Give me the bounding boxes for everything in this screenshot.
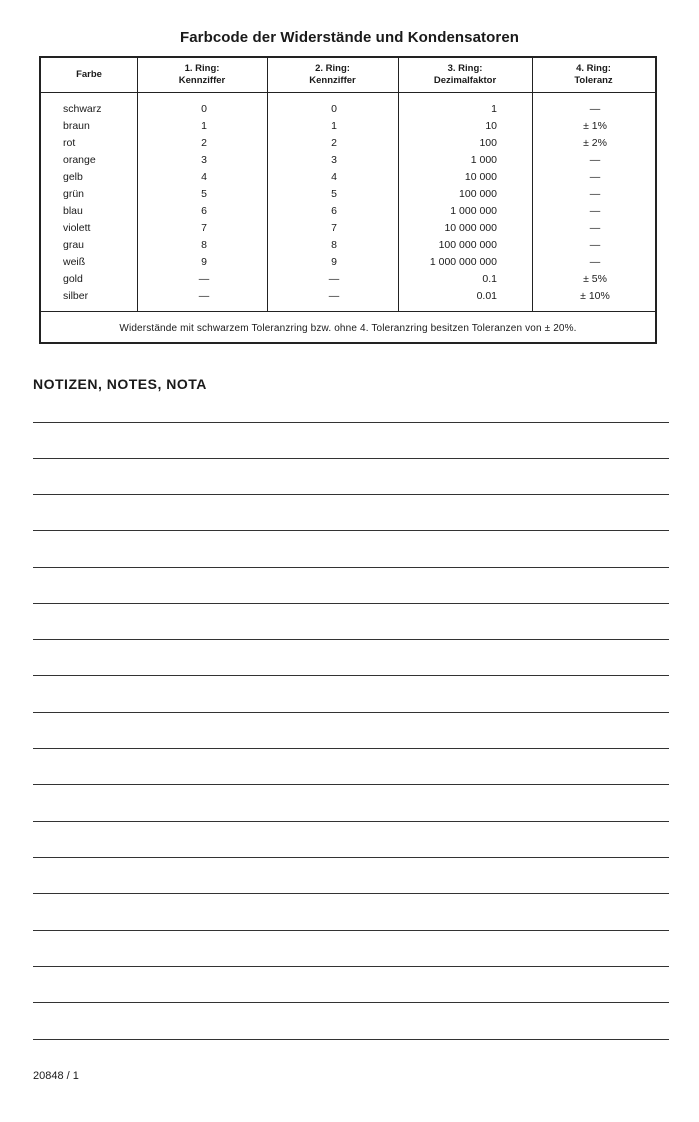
cell-farbe: rot (63, 137, 76, 149)
cell-ring3: 10 000 (464, 171, 497, 183)
cell-ring2: 2 (331, 137, 337, 149)
cell-ring3: 100 000 (459, 188, 497, 200)
cell-ring2: 1 (331, 120, 337, 132)
cell-ring2: 9 (331, 256, 337, 268)
header-ring4-line2: Toleranz (574, 75, 613, 86)
cell-ring2: — (328, 290, 340, 302)
cell-ring3: 100 (479, 137, 497, 149)
note-line (33, 966, 669, 967)
cell-ring3: 0.1 (482, 273, 497, 285)
page-title: Farbcode der Widerstände und Kondensatoren (179, 29, 520, 46)
color-code-table (39, 56, 657, 344)
note-line (33, 1039, 669, 1040)
cell-ring4: — (589, 222, 601, 234)
cell-ring4: ± 5% (583, 273, 607, 285)
table-row (41, 203, 655, 220)
cell-ring3: 1 000 000 000 (429, 256, 497, 268)
header-ring4 (532, 58, 655, 92)
cell-ring4: — (589, 205, 601, 217)
note-line (33, 930, 669, 931)
header-ring2-line1: 2. Ring: (315, 63, 350, 74)
header-ring2-line2: Kennziffer (309, 75, 356, 86)
table-row (41, 220, 655, 237)
cell-ring2: 4 (331, 171, 337, 183)
note-line (33, 1002, 669, 1003)
cell-ring2: 5 (331, 188, 337, 200)
cell-ring3: 100 000 000 (438, 239, 497, 251)
cell-ring2: — (328, 273, 340, 285)
note-line (33, 675, 669, 676)
table-row (41, 135, 655, 152)
footer-divider (41, 311, 655, 312)
cell-ring1: 9 (201, 256, 207, 268)
note-line (33, 893, 669, 894)
header-ring1-line2: Kennziffer (178, 75, 226, 86)
document-number: 20848 / 1 (33, 1070, 79, 1082)
cell-ring3: 1 (491, 103, 497, 115)
cell-ring4: — (589, 188, 601, 200)
table-row (41, 152, 655, 169)
cell-ring1: 2 (201, 137, 207, 149)
note-line (33, 748, 669, 749)
cell-ring1: 1 (201, 120, 207, 132)
header-farbe (41, 58, 137, 92)
cell-ring3: 1 000 (470, 154, 497, 166)
cell-ring3: 10 (485, 120, 497, 132)
table-row (41, 237, 655, 254)
table-row (41, 101, 655, 118)
note-line (33, 639, 669, 640)
cell-ring1: 4 (201, 171, 207, 183)
cell-ring4: ± 1% (583, 120, 607, 132)
cell-ring4: — (589, 154, 601, 166)
header-ring1-line1: 1. Ring: (184, 63, 220, 74)
cell-ring4: ± 2% (583, 137, 607, 149)
header-ring1 (137, 58, 267, 92)
cell-farbe: braun (63, 120, 90, 132)
cell-ring4: — (589, 103, 601, 115)
note-line (33, 857, 669, 858)
cell-farbe: schwarz (63, 103, 102, 115)
cell-ring4: — (589, 171, 601, 183)
note-line (33, 458, 669, 459)
cell-ring4: — (589, 256, 601, 268)
table-row (41, 186, 655, 203)
cell-ring2: 3 (331, 154, 337, 166)
header-ring3 (398, 58, 532, 92)
cell-ring3: 10 000 000 (444, 222, 497, 234)
cell-ring2: 0 (331, 103, 337, 115)
note-line (33, 712, 669, 713)
note-line (33, 494, 669, 495)
cell-ring4: — (589, 239, 601, 251)
cell-ring1: 3 (201, 154, 207, 166)
table-row (41, 288, 655, 305)
cell-ring2: 6 (331, 205, 337, 217)
header-ring2 (267, 58, 398, 92)
cell-farbe: violett (63, 222, 91, 234)
cell-ring1: — (198, 290, 210, 302)
cell-ring4: ± 10% (580, 290, 610, 302)
header-divider (41, 92, 655, 93)
cell-ring2: 8 (331, 239, 337, 251)
cell-ring2: 7 (331, 222, 337, 234)
note-line (33, 567, 669, 568)
cell-farbe: gold (63, 273, 83, 285)
notes-heading: NOTIZEN, NOTES, NOTA (33, 376, 207, 392)
header-ring3-line1: 3. Ring: (447, 63, 483, 74)
table-row (41, 118, 655, 135)
cell-ring1: 0 (201, 103, 207, 115)
cell-ring1: 6 (201, 205, 207, 217)
header-farbe-label: Farbe (76, 69, 102, 80)
cell-ring1: 5 (201, 188, 207, 200)
cell-ring3: 0.01 (476, 290, 497, 302)
cell-farbe: weiß (63, 256, 86, 268)
cell-ring1: 8 (201, 239, 207, 251)
cell-farbe: blau (63, 205, 83, 217)
note-line (33, 603, 669, 604)
table-row (41, 271, 655, 288)
cell-farbe: orange (63, 154, 96, 166)
tolerance-footnote: Widerstände mit schwarzem Toleranzring bzw. ohne 4. Toleranzring besitzen Toleranzen von ± 20%. (119, 322, 577, 334)
cell-ring3: 1 000 000 (450, 205, 497, 217)
cell-farbe: gelb (63, 171, 83, 183)
table-row (41, 169, 655, 186)
header-ring3-line2: Dezimalfaktor (433, 75, 497, 86)
note-line (33, 784, 669, 785)
note-line (33, 821, 669, 822)
cell-farbe: grün (63, 188, 85, 200)
table-row (41, 254, 655, 271)
cell-ring1: 7 (201, 222, 207, 234)
cell-farbe: silber (63, 290, 89, 302)
note-line (33, 422, 669, 423)
note-line (33, 530, 669, 531)
header-ring4-line1: 4. Ring: (576, 63, 611, 74)
cell-ring1: — (198, 273, 210, 285)
cell-farbe: grau (63, 239, 85, 251)
